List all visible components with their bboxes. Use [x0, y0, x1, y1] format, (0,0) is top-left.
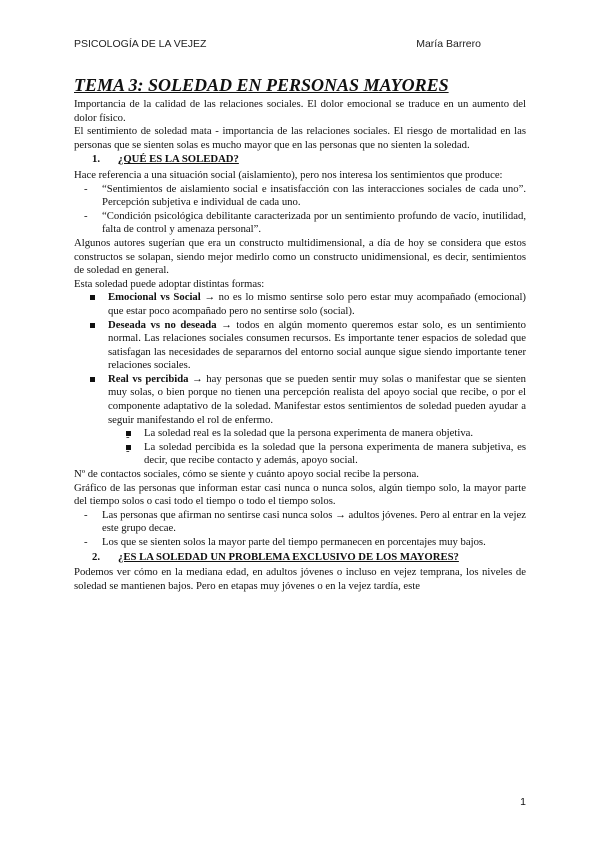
- real-perceived-sublist: [108, 427, 526, 468]
- page-header: [74, 38, 526, 50]
- form-description: → hay personas que se pueden sentir muy solas o manifestar que se sienten muy solas, o bien porque no tienen una percepción realista del apoyo social que recibe, o por el componente adaptativo de la soledad. Manifestar estos sentimientos de soledad pueden ayudar a seguir manifestando el rol de enfermo.: [108, 372, 526, 426]
- document-body: [74, 74, 526, 593]
- section-2-number: 2.: [92, 550, 101, 563]
- definition-item: - “Sentimientos de aislamiento social e insatisfacción con las interacciones sociales de cada uno”. Percepción subjetiva e individual de cada uno.: [102, 183, 526, 210]
- intro-paragraph-2: El sentimiento de soledad mata - importancia de las relaciones sociales. El riesgo de mortalidad en las personas que se sienten solas es mucho mayor que en las personas que no sienten la soledad.: [74, 125, 526, 151]
- section-1-number: 1.: [92, 153, 101, 166]
- form-term: Emocional vs Social: [108, 291, 201, 304]
- section-1-paragraph-1: Hace referencia a una situación social (aislamiento), pero nos interesa los sentimientos que produce:: [74, 168, 503, 181]
- form-item: [108, 291, 526, 318]
- section-1-heading: [92, 153, 526, 167]
- sub-item: - La soledad real es la soledad que la persona experimenta de manera objetiva.: [144, 427, 526, 441]
- header-course: PSICOLOGÍA DE LA VEJEZ: [74, 38, 207, 50]
- section-2-paragraph-1: Podemos ver cómo en la mediana edad, en adultos jóvenes o incluso en vejez temprana, los niveles de soledad se mantienen bajos. Pero en etapas muy jóvenes o en la vejez tardía, este: [74, 566, 526, 592]
- form-description: → no es lo mismo sentirse solo pero estar muy acompañado (emocional) que estar poco acompañado pero no sentirse solo (social).: [108, 291, 526, 317]
- intro-paragraph-1: Importancia de la calidad de las relaciones sociales. El dolor emocional se traduce en un aumento del dolor físico.: [74, 98, 526, 124]
- section-1-title: ¿QUÉ ES LA SOLEDAD?: [118, 153, 239, 166]
- sub-item: - La soledad percibida es la soledad que la persona experimenta de manera subjetiva, es decir, que recibe contacto y además, apoyo social.: [144, 441, 526, 468]
- definitions-list: [74, 183, 526, 237]
- section-2-heading: [92, 551, 526, 565]
- form-item: [108, 319, 526, 373]
- section-1-paragraph-5: Gráfico de las personas que informan estar casi nunca o nunca solos, algún tiempo solo, la mayor parte del tiempo solos o casi todo el tiempo o todo el tiempo solos.: [74, 481, 526, 508]
- definition-item: - “Condición psicológica debilitante caracterizada por un sentimiento profundo de vacío, inutilidad, falta de control y amenaza personal”.: [102, 210, 526, 237]
- document-title: TEMA 3: SOLEDAD EN PERSONAS MAYORES: [74, 75, 449, 95]
- form-term: Deseada vs no deseada: [108, 318, 217, 331]
- header-author: María Barrero: [416, 38, 481, 50]
- forms-list: [74, 291, 526, 468]
- form-item: [108, 373, 526, 468]
- section-1-paragraph-3: Esta soledad puede adoptar distintas formas:: [74, 277, 265, 290]
- graph-note-item: - Los que se sienten solos la mayor parte del tiempo permanecen en porcentajes muy bajos.: [102, 536, 526, 550]
- form-description: → todos en algún momento queremos estar solo, es un sentimiento normal. Las relaciones sociales consumen recursos. Es importante tener espacios de soledad que satisfagan las necesidades de separarnos del entorno social aunque sigue siendo importante tener relaciones sociales.: [108, 318, 526, 372]
- graph-notes-list: [74, 509, 526, 550]
- section-1-paragraph-4: Nº de contactos sociales, cómo se siente y cuánto apoyo social recibe la persona.: [74, 468, 419, 481]
- form-term: Real vs percibida: [108, 372, 189, 385]
- graph-note-item: - Las personas que afirman no sentirse casi nunca solos → adultos jóvenes. Pero al entrar en la vejez este grupo decae.: [102, 509, 526, 536]
- section-1-paragraph-2: Algunos autores sugerían que era un constructo multidimensional, a día de hoy se considera que estos constructos se solapan, siendo mejor medirlo como un constructo unidimensional, es decir, sentimientos de soledad en general.: [74, 236, 526, 277]
- section-2-title: ¿ES LA SOLEDAD UN PROBLEMA EXCLUSIVO DE LOS MAYORES?: [118, 550, 459, 563]
- page-number: 1: [520, 796, 526, 808]
